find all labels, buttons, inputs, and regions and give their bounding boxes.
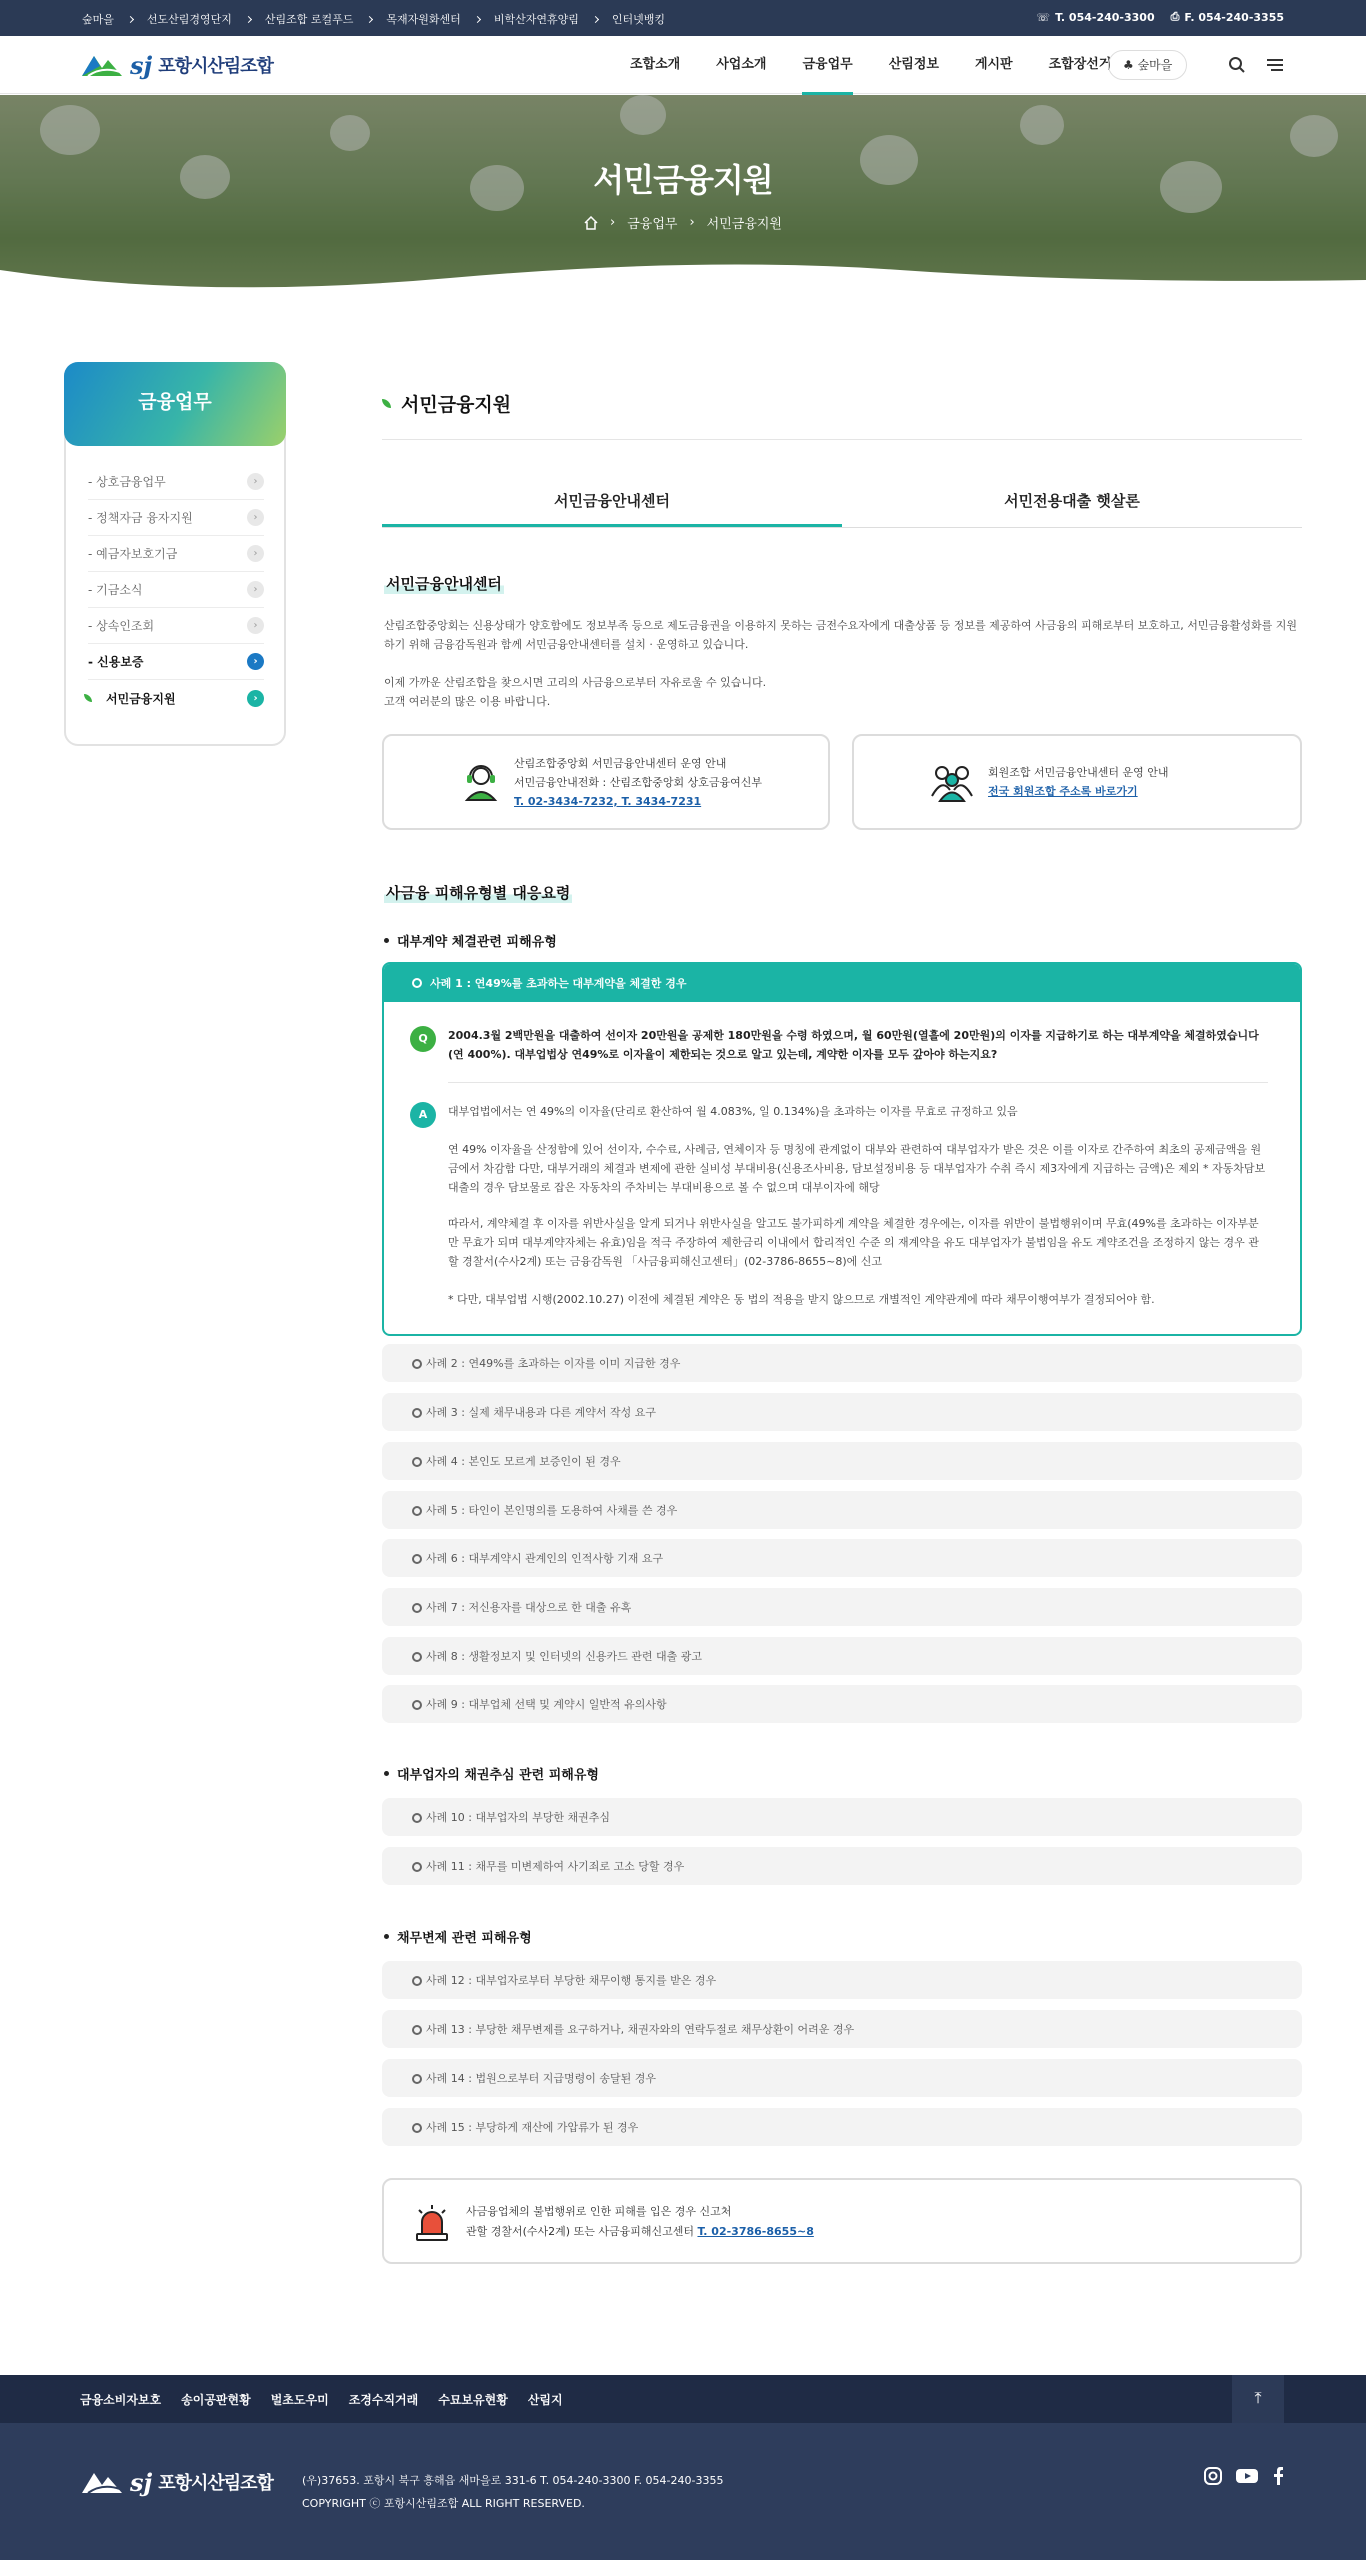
accordion-item[interactable]: 사례 14 : 법원으로부터 지급명령이 송달된 경우 [382, 2059, 1302, 2097]
accordion-header-case1[interactable]: 사례 1 : 연49%를 초과하는 대부계약을 체결한 경우 [384, 964, 1300, 1002]
accordion-item[interactable]: 사례 6 : 대부계약시 관계인의 인적사항 기재 요구 [382, 1539, 1302, 1577]
footer-copyright: COPYRIGHT ⓒ 포항시산림조합 ALL RIGHT RESERVED. [302, 2497, 585, 2510]
sub-visual-banner [0, 95, 1366, 300]
nav-item-forest-info[interactable]: 산림정보 [888, 57, 939, 72]
box-text: 산림조합중앙회 서민금융안내센터 운영 안내 [514, 756, 727, 770]
footer-links-bar [0, 2375, 1366, 2423]
leaf-icon [84, 694, 92, 702]
mountain-logo-icon [80, 50, 124, 80]
arrow-up-icon: ⤒ [1254, 2388, 1262, 2407]
family-link[interactable]: 인터넷뱅킹 [611, 13, 665, 26]
chevron-right-icon: › [247, 581, 264, 598]
report-phone-link[interactable]: T. 02-3786-8655~8 [697, 2225, 814, 2238]
main-nav [612, 36, 1129, 94]
facebook-icon[interactable] [1272, 2467, 1284, 2485]
tab-center[interactable]: 서민금융안내센터 [382, 478, 842, 527]
sumaeul-button[interactable]: ♣ 숲마을 [1108, 50, 1187, 80]
sidebar-item[interactable]: - 상속인조회 › [88, 608, 264, 644]
answer-badge: A [410, 1102, 436, 1128]
family-link[interactable]: 선도산림경영단지 [147, 11, 251, 27]
family-link[interactable]: 숲마을 [82, 11, 133, 27]
sidebar-item-current[interactable]: 서민금융지원 › [88, 680, 264, 716]
phone-icon: ☏ [1036, 10, 1051, 24]
header-tools [1228, 56, 1284, 74]
chevron-right-icon: › [247, 617, 264, 634]
footer-link[interactable]: 벌초도우미 [270, 2393, 329, 2407]
accordion-item[interactable]: 사례 13 : 부당한 채무변제를 요구하거나, 채권자와의 연락두절로 채무상환이 어려운 경우 [382, 2010, 1302, 2048]
chevron-right-icon: › [247, 653, 264, 670]
group-people-icon [930, 762, 974, 802]
nav-item-election[interactable]: 조합장선거 [1048, 57, 1112, 72]
sidebar-title: 금융업무 [64, 362, 286, 446]
breadcrumb-item[interactable]: 금융업무 [627, 217, 678, 232]
logo-name: 포항시산림조합 [158, 56, 273, 77]
scroll-top-button[interactable] [1232, 2375, 1284, 2423]
group-heading: 대부계약 체결관련 피해유형 [384, 931, 557, 950]
footer-link[interactable]: 금융소비자보호 [80, 2393, 162, 2407]
chevron-right-icon: › [689, 215, 695, 230]
content-tabs [382, 478, 1302, 528]
footer-link[interactable]: 송이공판현황 [181, 2393, 251, 2407]
intro-text: 이제 가까운 산림조합을 찾으시면 고리의 사금융으로부터 자유로울 수 있습니다. [384, 676, 767, 689]
intro-text: 산림조합중앙회는 신용상태가 양호함에도 정보부족 등으로 제도금융권을 이용하지 못하는 금전수요자에게 대출상품 등 정보를 제공하여 사금융의 피해로부터 보호하고, 서민금융활성화를 지원하기 위해 금융감독원과 함께 서민금융안내센터를 설치 · 운영하고 있습니다. [384, 619, 1298, 651]
sidebar-item-credit[interactable]: - 신용보증 › [88, 644, 264, 680]
group-heading: 대부업자의 채권추심 관련 피해유형 [384, 1764, 599, 1783]
nav-item-about[interactable]: 조합소개 [630, 57, 681, 72]
accordion-item[interactable]: 사례 7 : 저신용자를 대상으로 한 대출 유혹 [382, 1588, 1302, 1626]
accordion-item[interactable]: 사례 2 : 연49%를 초과하는 이자를 이미 지급한 경우 [382, 1344, 1302, 1382]
group-heading: 채무변제 관련 피해유형 [384, 1927, 532, 1946]
question-text: 2004.3월 2백만원을 대출하여 선이자 20만원을 공제한 180만원을 수령 하였으며, 월 60만원(열흘에 20만원)의 이자를 지급하기로 하는 대부계약을 체결하였습니다(연 400%). 대부업법상 연49%로 이자율이 제한되는 것으로 알고 있는데, 계약한 이자를 모두 갚아야 하는지요? [448, 1029, 1259, 1061]
info-box-center [382, 734, 830, 830]
breadcrumb [0, 213, 1366, 232]
info-box-members [852, 734, 1302, 830]
sns-links [1204, 2467, 1284, 2485]
footer-address: (우)37653. 포항시 북구 흥해읍 새마을로 331-6 T. 054-240-3300 F. 054-240-3355 [302, 2474, 724, 2487]
section-title: 서민금융지원 [382, 390, 511, 417]
contact-info [1036, 10, 1284, 24]
chevron-right-icon: › [247, 545, 264, 562]
chevron-right-icon: › [247, 473, 264, 490]
answer-text: 연 49% 이자율을 산정함에 있어 선이자, 수수료, 사례금, 연체이자 등 명칭에 관계없이 대부와 관련하여 대부업자가 받은 것은 이를 이자로 간주하여 최초의 공제금액을 원금에서 차감함 다만, 대부거래의 체결과 변제에 관한 실비성 부대비용(신용조사비용, 담보설정비용 등 대부업자가 수취 즉시 제3자에게 지급하는 금액)은 제외 * 자동차담보대출의 경우 담보물로 잡은 자동차의 주차비는 부대비용으로 볼 수 없으며 대부이자에 해당 [448, 1143, 1266, 1194]
breadcrumb-item[interactable]: 서민금융지원 [706, 217, 782, 232]
sidebar-menu [64, 362, 286, 746]
accordion-item[interactable]: 사례 5 : 타인이 본인명의를 도용하여 사채를 쓴 경우 [382, 1491, 1302, 1529]
footer-link[interactable]: 산림지 [527, 2393, 563, 2407]
logo-mark: sj [130, 50, 153, 80]
tel-info: ☏ T. 054-240-3300 [1036, 10, 1155, 24]
box-text: 서민금융안내전화 : 산림조합중앙회 상호금융여신부 [514, 775, 762, 789]
site-footer [0, 2423, 1366, 2560]
menu-icon[interactable] [1266, 56, 1284, 74]
mountain-logo-icon [80, 2467, 124, 2497]
sidebar-item[interactable]: - 정책자금 융자지원 › [88, 500, 264, 536]
top-utility-bar [0, 0, 1366, 36]
search-icon[interactable] [1228, 56, 1246, 74]
nav-item-finance[interactable]: 금융업무 [784, 36, 870, 94]
sidebar-item[interactable]: - 기금소식 › [88, 572, 264, 608]
tab-sunshine-loan[interactable]: 서민전용대출 햇살론 [1004, 492, 1140, 510]
center-phone-link[interactable]: T. 02-3434-7232, T. 3434-7231 [514, 794, 702, 808]
chevron-right-icon: › [247, 509, 264, 526]
accordion-open [382, 962, 1302, 1336]
chevron-right-icon: › [610, 215, 616, 230]
page-title: 서민금융지원 [593, 161, 773, 199]
accordion-item[interactable]: 사례 11 : 채무를 미변제하여 사기죄로 고소 당할 경우 [382, 1847, 1302, 1885]
accordion-item[interactable]: 사례 9 : 대부업체 선택 및 계약시 일반적 유의사항 [382, 1685, 1302, 1723]
footer-link[interactable]: 수묘보유현황 [438, 2393, 508, 2407]
answer-text: 대부업법에서는 연 49%의 이자율(단리로 환산하여 월 4.083%, 일 0.134%)을 초과하는 이자를 무효로 규정하고 있음 [448, 1105, 1018, 1118]
site-header [0, 36, 1366, 94]
instagram-icon[interactable] [1204, 2467, 1222, 2485]
accordion-item[interactable]: 사례 3 : 실제 채무내용과 다른 계약서 작성 요구 [382, 1393, 1302, 1431]
box-text: 회원조합 서민금융안내센터 운영 안내 [988, 766, 1169, 779]
fax-info: ⎙ F. 054-240-3355 [1170, 10, 1284, 24]
youtube-icon[interactable] [1236, 2467, 1258, 2485]
family-link[interactable]: 비학산자연휴양림 [494, 11, 598, 27]
footer-logo: sj 포항시산림조합 [80, 2467, 273, 2497]
accordion-item[interactable]: 사례 10 : 대부업자의 부당한 채권추심 [382, 1798, 1302, 1836]
question-badge: Q [410, 1026, 436, 1052]
chevron-right-icon: › [247, 690, 264, 707]
answer-note: * 다만, 대부업법 시행(2002.10.27) 이전에 체결된 계약은 동 법의 적용을 받지 않으므로 개별적인 계약관계에 따라 채무이행여부가 결정되어야 함. [448, 1293, 1155, 1306]
family-link[interactable]: 산림조합 로컬푸드 [265, 11, 373, 27]
center-heading: 서민금융안내센터 [386, 575, 502, 593]
intro-text: 고객 여러분의 많은 이용 바랍니다. [384, 695, 551, 708]
sidebar-item[interactable]: - 상호금융업무 › [88, 464, 264, 500]
home-icon[interactable] [584, 216, 598, 230]
member-directory-link[interactable]: 전국 회원조합 주소록 바로가기 [988, 785, 1138, 798]
fax-icon: ⎙ [1170, 10, 1180, 23]
accordion-item[interactable]: 사례 4 : 본인도 모르게 보증인이 된 경우 [382, 1442, 1302, 1480]
siren-icon [414, 2204, 450, 2242]
leaf-icon [382, 399, 391, 408]
headset-icon [462, 762, 500, 802]
nav-item-business[interactable]: 사업소개 [716, 57, 767, 72]
site-logo[interactable] [80, 50, 273, 80]
divider [382, 439, 1302, 440]
answer-text: 따라서, 계약체결 후 이자를 위반사실을 알게 되거나 위반사실을 알고도 불가피하게 계약을 체결한 경우에는, 이자를 위반이 불법행위이며 무효(49%를 초과하는 이자부분만 무효가 되며 대부계약자체는 유효)임을 적극 주장하여 제한금리 이내에서 합리적인 수준 의 재계약을 유도 대부업자가 불법임을 유도 계약조건을 조정하지 않는 경우 관할 경찰서(수사2계) 또는 금융감독원 「사금융피해신고센터」(02-3786-8655~8)에 신고 [448, 1217, 1259, 1268]
sidebar-item[interactable]: - 예금자보호기금 › [88, 536, 264, 572]
wave-divider [0, 240, 1366, 300]
report-box [382, 2178, 1302, 2264]
report-text: 사금융업체의 불법행위로 인한 피해를 입은 경우 신고처 [466, 2205, 732, 2218]
report-text: 관할 경찰서(수사2계) 또는 사금융피해신고센터 [466, 2225, 698, 2238]
family-site-links [82, 11, 665, 27]
damage-heading: 사금융 피해유형별 대응요령 [386, 884, 571, 902]
accordion-item[interactable]: 사례 8 : 생활정보지 및 인터넷의 신용카드 관련 대출 광고 [382, 1637, 1302, 1675]
family-link[interactable]: 목재자원화센터 [386, 11, 479, 27]
accordion-item[interactable]: 사례 12 : 대부업자로부터 부당한 채무이행 통지를 받은 경우 [382, 1961, 1302, 1999]
tree-icon: ♣ [1123, 58, 1138, 72]
footer-link[interactable]: 조경수직거래 [348, 2393, 419, 2407]
accordion-item[interactable]: 사례 15 : 부당하게 재산에 가압류가 된 경우 [382, 2108, 1302, 2146]
nav-item-board[interactable]: 게시판 [974, 57, 1013, 72]
